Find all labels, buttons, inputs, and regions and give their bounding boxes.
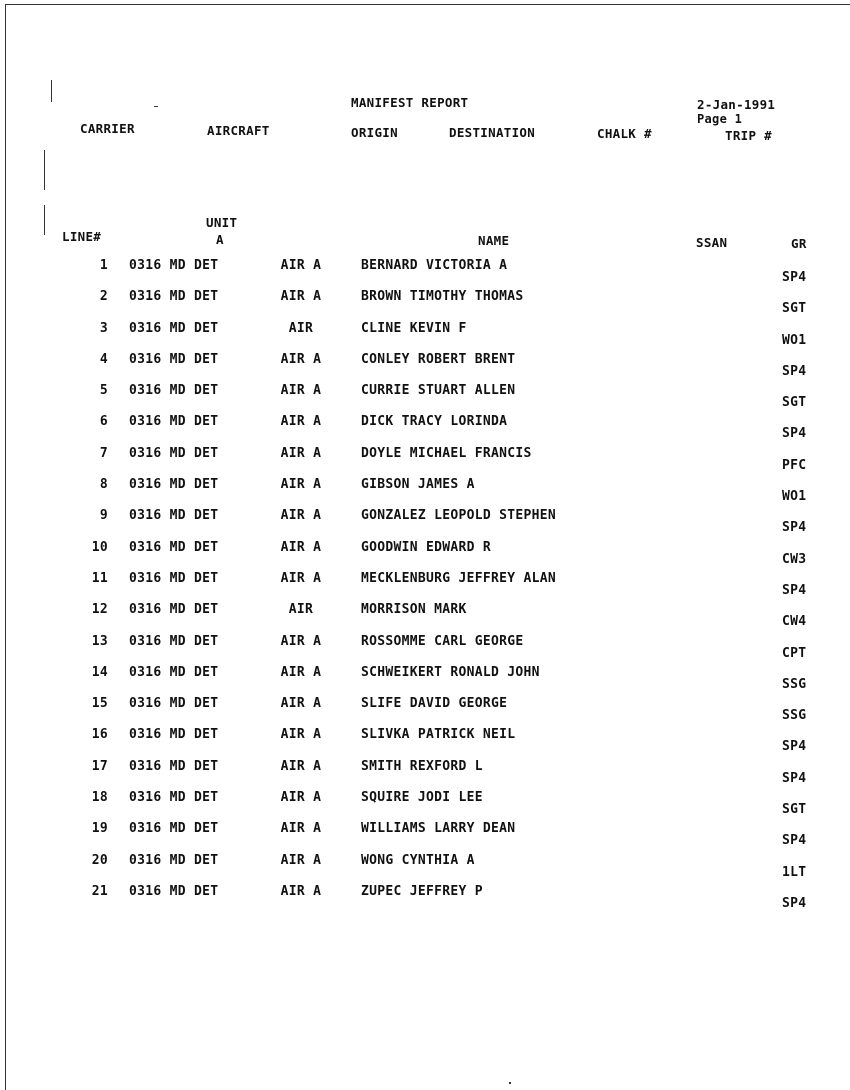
line-column-header: LINE# <box>62 229 102 244</box>
unit-cell: 0316 MD DET <box>129 758 219 774</box>
unit-cell: 0316 MD DET <box>129 383 219 399</box>
destination-header: DESTINATION <box>449 125 536 140</box>
grade-column-header: GR <box>791 236 807 251</box>
unit-cell: 0316 MD DET <box>129 633 219 649</box>
unit-cell: 0316 MD DET <box>129 258 219 273</box>
name-cell: SLIVKA PATRICK NEIL <box>361 727 516 743</box>
aircraft-header: AIRCRAFT <box>207 123 270 138</box>
unit-cell: 0316 MD DET <box>129 477 219 493</box>
line-number: 18 <box>91 790 108 806</box>
table-row <box>0 665 850 696</box>
name-cell: SQUIRE JODI LEE <box>361 790 483 806</box>
line-number: 16 <box>91 727 108 743</box>
table-row <box>0 727 850 758</box>
unit-cell: 0316 MD DET <box>129 664 219 680</box>
grade-cell: WO1 <box>782 332 807 348</box>
line-number: 6 <box>99 414 108 430</box>
table-row <box>0 383 850 414</box>
grade-cell: SGT <box>782 802 807 818</box>
grade-cell: SP4 <box>782 770 807 786</box>
name-cell: CURRIE STUART ALLEN <box>361 383 516 399</box>
name-cell: GOODWIN EDWARD R <box>361 539 492 555</box>
ssan-column-header: SSAN <box>696 235 728 250</box>
grade-cell: SGT <box>782 301 807 317</box>
name-cell: BROWN TIMOTHY THOMAS <box>361 289 524 305</box>
name-cell: MORRISON MARK <box>361 602 467 618</box>
page-border-top <box>5 4 850 5</box>
grade-cell: CW4 <box>782 614 807 630</box>
unit-cell: 0316 MD DET <box>129 414 219 430</box>
air-cell: AIR <box>288 320 314 336</box>
line-number: 15 <box>91 696 108 712</box>
grade-cell: CPT <box>782 645 807 661</box>
grade-cell: 1LT <box>782 864 807 880</box>
line-number: 11 <box>91 570 108 586</box>
air-cell: AIR A <box>280 414 322 430</box>
line-number: 4 <box>99 351 108 367</box>
name-cell: DICK TRACY LORINDA <box>361 414 508 430</box>
table-row <box>0 289 850 320</box>
scan-mark <box>44 205 45 235</box>
line-number: 14 <box>91 664 108 680</box>
unit-cell: 0316 MD DET <box>129 727 219 743</box>
table-row <box>0 352 850 383</box>
name-cell: CLINE KEVIN F <box>361 320 467 336</box>
unit-column-header-sub: A <box>216 232 224 247</box>
air-cell: AIR A <box>280 477 322 493</box>
scan-mark <box>44 150 45 190</box>
grade-cell: SP4 <box>782 895 807 911</box>
air-cell: AIR A <box>280 445 322 461</box>
unit-cell: 0316 MD DET <box>129 570 219 586</box>
name-cell: ZUPEC JEFFREY P <box>361 883 483 899</box>
grade-cell: PFC <box>782 457 807 473</box>
air-cell: AIR A <box>280 539 322 555</box>
table-row <box>0 884 850 915</box>
grade-cell: SP4 <box>782 520 807 536</box>
grade-cell: SP4 <box>782 739 807 755</box>
unit-cell: 0316 MD DET <box>129 508 219 524</box>
report-title: MANIFEST REPORT <box>351 95 469 110</box>
air-cell: AIR A <box>280 852 322 868</box>
name-cell: BERNARD VICTORIA A <box>361 258 508 273</box>
line-number: 7 <box>99 445 108 461</box>
table-row <box>0 696 850 727</box>
name-cell: WONG CYNTHIA A <box>361 852 475 868</box>
name-cell: WILLIAMS LARRY DEAN <box>361 821 516 837</box>
air-cell: AIR A <box>280 664 322 680</box>
unit-cell: 0316 MD DET <box>129 602 219 618</box>
air-cell: AIR A <box>280 351 322 367</box>
grade-cell: SP4 <box>782 833 807 849</box>
line-number: 2 <box>99 289 108 305</box>
unit-cell: 0316 MD DET <box>129 883 219 899</box>
scan-mark <box>154 106 158 107</box>
name-cell: CONLEY ROBERT BRENT <box>361 351 516 367</box>
unit-cell: 0316 MD DET <box>129 320 219 336</box>
line-number: 10 <box>91 539 108 555</box>
table-row <box>0 508 850 539</box>
grade-cell: SP4 <box>782 582 807 598</box>
line-number: 5 <box>99 383 108 399</box>
unit-cell: 0316 MD DET <box>129 539 219 555</box>
air-cell: AIR A <box>280 821 322 837</box>
name-cell: MECKLENBURG JEFFREY ALAN <box>361 570 557 586</box>
table-row <box>0 540 850 571</box>
air-cell: AIR A <box>280 758 322 774</box>
air-cell: AIR <box>288 602 314 618</box>
air-cell: AIR A <box>280 258 322 273</box>
line-number: 1 <box>99 258 108 273</box>
unit-cell: 0316 MD DET <box>129 852 219 868</box>
table-row <box>0 414 850 445</box>
unit-column-header: UNIT <box>206 215 238 230</box>
air-cell: AIR A <box>280 696 322 712</box>
line-number: 19 <box>91 821 108 837</box>
origin-header: ORIGIN <box>351 125 398 140</box>
unit-cell: 0316 MD DET <box>129 445 219 461</box>
unit-cell: 0316 MD DET <box>129 790 219 806</box>
table-row <box>0 821 850 852</box>
grade-cell: CW3 <box>782 551 807 567</box>
air-cell: AIR A <box>280 633 322 649</box>
line-number: 12 <box>91 602 108 618</box>
report-date: 2-Jan-1991 <box>697 97 776 112</box>
grade-cell: WO1 <box>782 489 807 505</box>
grade-cell: SSG <box>782 708 807 724</box>
line-number: 17 <box>91 758 108 774</box>
name-cell: SMITH REXFORD L <box>361 758 483 774</box>
unit-cell: 0316 MD DET <box>129 696 219 712</box>
grade-cell: SP4 <box>782 270 807 285</box>
name-column-header: NAME <box>478 233 510 248</box>
line-number: 8 <box>99 477 108 493</box>
carrier-header: CARRIER <box>80 121 135 136</box>
grade-cell: SP4 <box>782 363 807 379</box>
trip-header: TRIP # <box>725 128 772 143</box>
table-row <box>0 571 850 602</box>
table-row <box>0 790 850 821</box>
table-row <box>0 634 850 665</box>
name-cell: GIBSON JAMES A <box>361 477 475 493</box>
air-cell: AIR A <box>280 289 322 305</box>
air-cell: AIR A <box>280 727 322 743</box>
line-number: 3 <box>99 320 108 336</box>
page-number: Page 1 <box>697 112 743 126</box>
scan-mark <box>509 1082 511 1084</box>
air-cell: AIR A <box>280 508 322 524</box>
grade-cell: SP4 <box>782 426 807 442</box>
line-number: 13 <box>91 633 108 649</box>
table-row <box>0 602 850 633</box>
grade-cell: SSG <box>782 676 807 692</box>
unit-cell: 0316 MD DET <box>129 351 219 367</box>
air-cell: AIR A <box>280 570 322 586</box>
chalk-header: CHALK # <box>597 126 652 141</box>
name-cell: DOYLE MICHAEL FRANCIS <box>361 445 532 461</box>
name-cell: ROSSOMME CARL GEORGE <box>361 633 524 649</box>
grade-cell: SGT <box>782 395 807 411</box>
line-number: 21 <box>91 883 108 899</box>
unit-cell: 0316 MD DET <box>129 289 219 305</box>
table-row <box>0 759 850 790</box>
line-number: 9 <box>99 508 108 524</box>
unit-cell: 0316 MD DET <box>129 821 219 837</box>
name-cell: GONZALEZ LEOPOLD STEPHEN <box>361 508 557 524</box>
air-cell: AIR A <box>280 790 322 806</box>
table-row <box>0 446 850 477</box>
table-row <box>0 321 850 352</box>
table-row <box>0 258 850 289</box>
scan-mark <box>51 80 52 102</box>
table-row <box>0 477 850 508</box>
name-cell: SCHWEIKERT RONALD JOHN <box>361 664 540 680</box>
air-cell: AIR A <box>280 883 322 899</box>
air-cell: AIR A <box>280 383 322 399</box>
name-cell: SLIFE DAVID GEORGE <box>361 696 508 712</box>
manifest-table <box>0 258 850 915</box>
table-row <box>0 853 850 884</box>
line-number: 20 <box>91 852 108 868</box>
